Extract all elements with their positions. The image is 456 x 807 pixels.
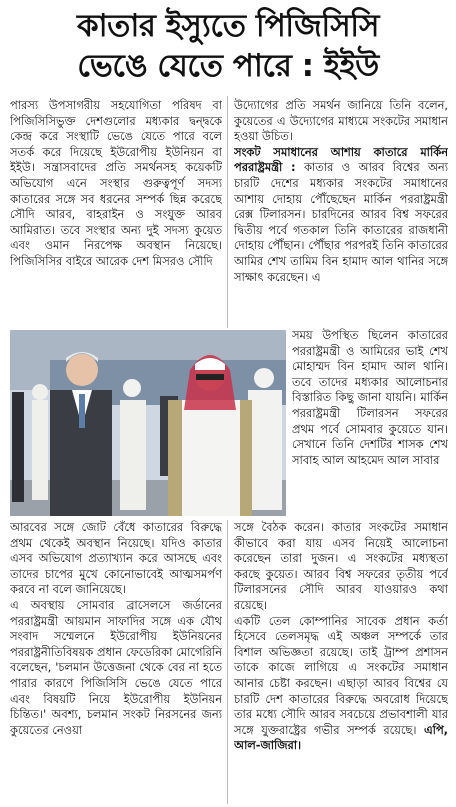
article-right-column-mid: [292, 328, 448, 518]
headline-line-2: ভেঙে যেতে পারে : ইইউ: [77, 48, 379, 84]
article-paragraph: সময় উপস্থিত ছিলেন কাতারের পররাষ্ট্রমন্ত্রী ও আমিরের ভাই শেখ মোহাম্মদ বিন হামাদ আল থানি। তবে তাদের মধ্যকার আলোচনার বিস্তারিত কিছু জানা যায়নি। মার্কিন পররাষ্ট্রমন্ত্রী টিলারসন সফরের প্রথম পর্বে সোমবার কুয়েতে যান। সেখানে তিনি দেশটির শাসক শেখ সাবাহ আল আহমেদ আল সাবার: [292, 328, 448, 467]
news-photo: [10, 330, 286, 516]
article-paragraph-with-credit: [234, 614, 448, 754]
article-left-column-bottom: [10, 520, 222, 804]
article-paragraph: পারস্য উপসাগরীয় সহযোগিতা পরিষদ বা পিজিসিসিভুক্ত দেশগুলোর মধ্যকার দ্বন্দ্বকে কেন্দ্র করে সংস্থাটি ভেঙে যেতে পারে বলে সতর্ক করে দিয়েছে ইউরোপীয় ইউনিয়ন বা ইইউ। সন্ত্রাসবাদের প্রতি সমর্থনসহ কয়েকটি অভিযোগ এনে সংস্থার গুরুত্বপূর্ণ সদস্য কাতারের সঙ্গে সব ধরনের সম্পর্ক ছিন্ন করেছে সৌদি আরব, বাহরাইন ও সংযুক্ত আরব আমিরাত। তবে সংস্থার অন্য দুই সদস্য কুয়েত এবং ওমান নিরপেক্ষ অবস্থান নিয়েছে। পিজিসিসির বাইরে আরেক দেশ মিসরও সৌদি: [10, 98, 222, 268]
article-paragraph: উদ্যোগের প্রতি সমর্থন জানিয়ে তিনি বলেন, কুয়েতের এ উদ্যোগের মাধ্যমে সংকটের সমাধান হওয়া উচিত।: [234, 98, 448, 144]
photo-illustration: [10, 330, 286, 516]
article-paragraph: এ অবস্থায় সোমবার ব্রাসেলসে জর্ডানের পররাষ্ট্রমন্ত্রী আয়মান সাফাদির সঙ্গে এক যৌথ সংবাদ সম্মেলনে ইউরোপীয় ইউনিয়নের পররাষ্ট্রনীতিবিষয়ক প্রধান ফেডেরিকা মোগেরিনি বলেছেন, 'চলমান উত্তেজনা থেকে বের না হতে পারার কারণে পিজিসিসি ভেঙে যেতে পারে এবং বিষয়টি নিয়ে ইউরোপীয় ইউনিয়ন চিন্তিত।' অবশ্য, চলমান সংকট নিরসনের জন্য কুয়েতের নেওয়া: [10, 597, 222, 737]
subheading: সংকট সমাধানের আশায় কাতারে মার্কিন পররাষ্ট্রমন্ত্রী :: [234, 144, 448, 175]
headline-line-1: কাতার ইস্যুতে পিজিসিসি: [76, 8, 380, 44]
article-paragraph: আরবের সঙ্গে জোট বেঁধে কাতারের বিরুদ্ধে প্রথম থেকেই অবস্থান নিয়েছে। যদিও কাতার এসব অভিযোগ প্রত্যাখ্যান করে আসছে এবং তাদের চাপের মুখে কোনোভাবেই আত্মসমর্পণ করবে না বলে জানিয়েছে।: [10, 520, 222, 597]
source-credit: এপি, আল-জাজিরা।: [234, 722, 448, 753]
headline: [0, 6, 456, 86]
article-text: কাতার ও আরব বিশ্বের অন্য চারটি দেশের মধ্যকার সংকটের সমাধানের আশায় দোহায় পৌঁছেছেন মার্কিন পররাষ্ট্রমন্ত্রী রেক্স টিলারসন। চারদিনের আরব বিশ্ব সফরের দ্বিতীয় পর্বে গতকাল তিনি কাতারের রাজধানী দোহায় পৌঁছান। পৌঁছার পরপরই তিনি কাতারের আমির শেখ তামিম বিন হামাদ আল থানির সঙ্গে সাক্ষাৎ করেছেন। এ: [234, 160, 448, 284]
article-paragraph-with-subhead: [234, 145, 448, 285]
article-right-column-top: [234, 98, 448, 326]
article-paragraph: সঙ্গে বৈঠক করেন। কাতার সংকটের সমাধান কীভাবে করা যায় এসব নিয়েই আলোচনা করেছেন তারা দুজন। এ সংকটের মধ্যস্থতা করছে কুয়েত। আরব বিশ্ব সফরের তৃতীয় পর্বে টিলারসনের সৌদি আরব যাওয়ারও কথা রয়েছে।: [234, 520, 448, 612]
column-divider: [227, 96, 228, 328]
article-left-column-top: [10, 98, 222, 328]
article-text: একটি তেল কোম্পানির সাবেক প্রধান কর্তা হিসেবে তেলসমৃদ্ধ এই অঞ্চল সম্পর্কে তার বিশাল অভিজ্ঞতা রয়েছে। তাই ট্রাম্প প্রশাসন তাকে কাজে লাগিয়ে এ সংকটের সমাধান আনার চেষ্টা করছেন। এছাড়া আরব বিশ্বের যে চারটি দেশ কাতারের বিরুদ্ধে অবরোধ দিয়েছে তার মধ্যে সৌদি আরব সবচেয়ে প্রভাবশালী যার সঙ্গে যুক্তরাষ্ট্রের গভীর সম্পর্ক রয়েছে।: [234, 613, 448, 737]
column-divider-lower: [227, 520, 228, 804]
article-right-column-bottom: [234, 520, 448, 804]
